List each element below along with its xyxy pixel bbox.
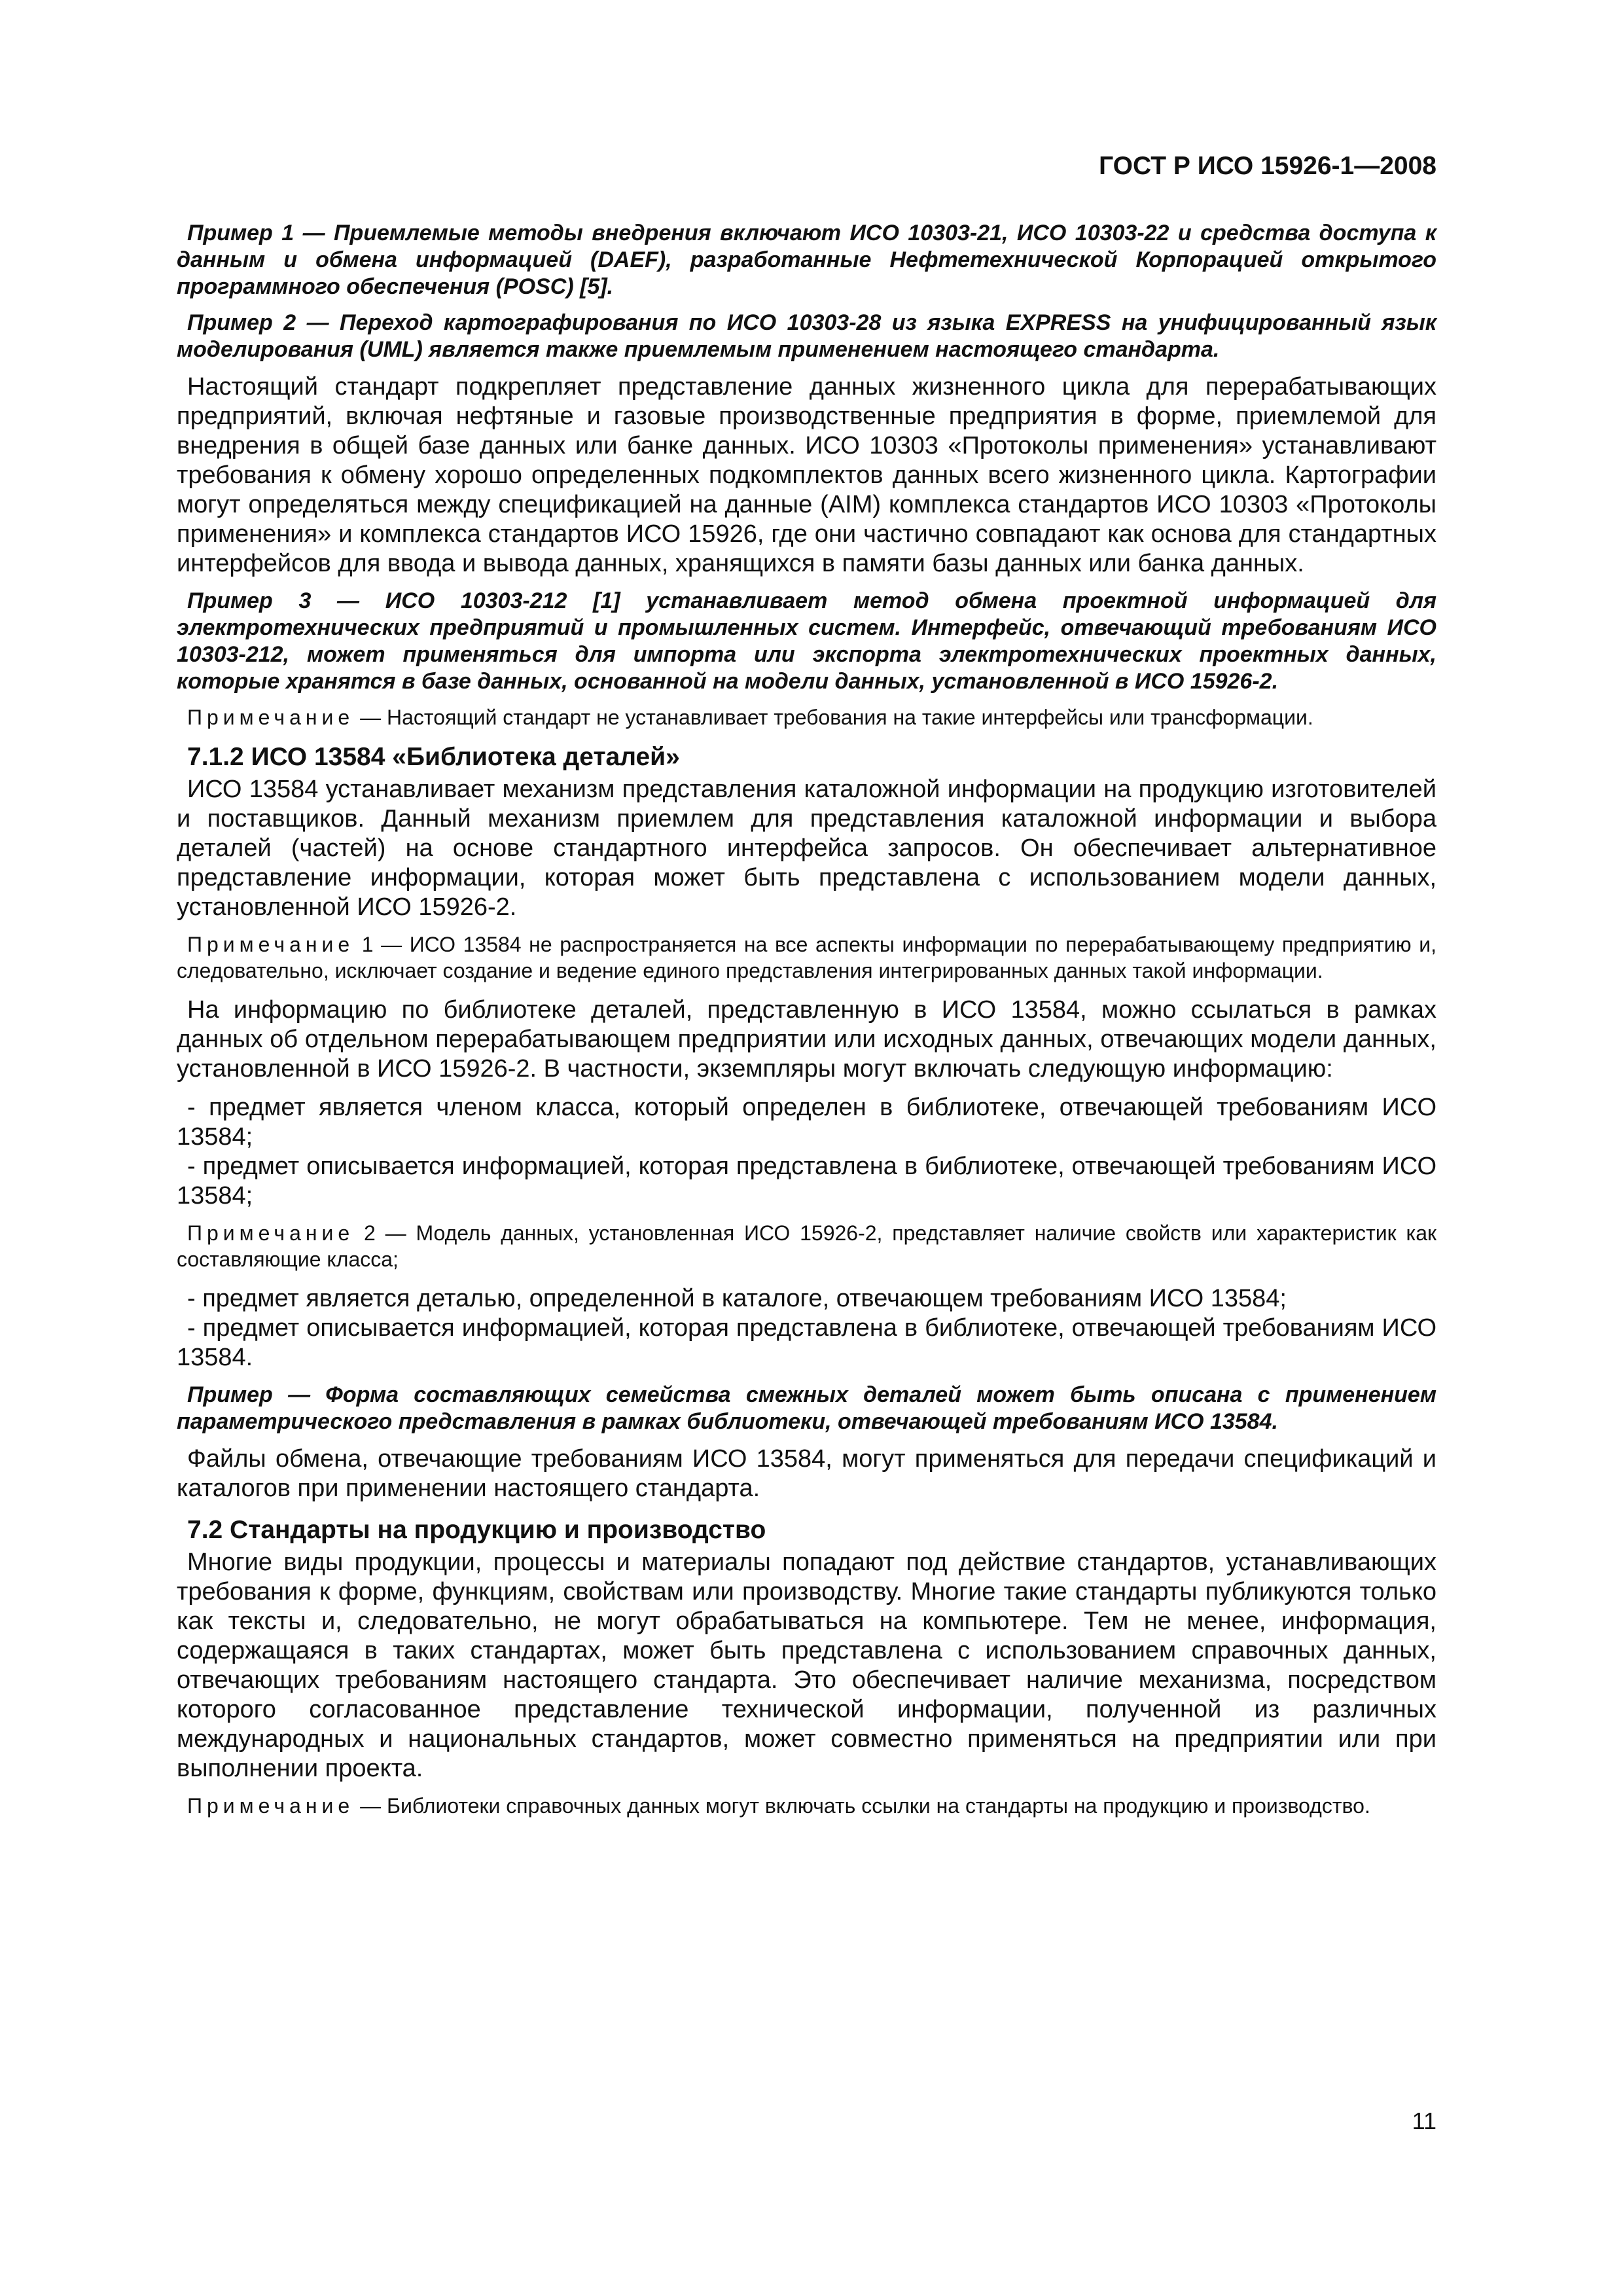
note-paragraph: [177, 704, 1436, 730]
section-heading: 7.2 Стандарты на продукцию и производство: [187, 1516, 766, 1544]
note-label: Примечание: [187, 1794, 355, 1818]
note-label: Примечание: [187, 933, 355, 956]
note-text: 2 — Модель данных, установленная ИСО 15926-2, представляет наличие свойств или характеристик как составляющие класса;: [177, 1221, 1436, 1271]
note-paragraph: [177, 1220, 1436, 1272]
list-item: - предмет является членом класса, который определен в библиотеке, отвечающей требованиям ИСО 13584;: [177, 1094, 1436, 1151]
body-paragraph: Настоящий стандарт подкрепляет представление данных жизненного цикла для перерабатывающих предприятий, включая нефтяные и газовые производственные предприятия в форме, приемлемой для внедрения в общей базе данных или банке данных. ИСО 10303 «Протоколы применения» устанавливают требования к обмену хорошо определенных подкомплектов данных всего жизненного цикла. Картографии могут определяться между спецификацией на данные (AIM) комплекса стандартов ИСО 10303 «Протоколы применения» и комплекса стандартов ИСО 15926, где они частично совпадают как основа для стандартных интерфейсов для ввода и вывода данных, хранящихся в памяти базы данных или банка данных.: [177, 373, 1436, 577]
note-paragraph: [177, 931, 1436, 984]
note-text: — Настоящий стандарт не устанавливает требования на такие интерфейсы или трансформации.: [354, 706, 1313, 729]
section-heading: 7.1.2 ИСО 13584 «Библиотека деталей»: [187, 743, 680, 771]
document-page: [177, 151, 1436, 1831]
body-paragraph: Многие виды продукции, процессы и материалы попадают под действие стандартов, устанавливающих требования к форме, функциям, свойствам или производству. Многие такие стандарты публикуются только как тексты и, следовательно, не могут обрабатываться на компьютере. Тем не менее, информация, содержащаяся в таких стандартах, может быть представлена с использованием справочных данных, отвечающих требованиям настоящего стандарта. Это обеспечивает наличие механизма, посредством которого согласованное представление технической информации, полученной из различных международных и национальных стандартов, может совместно применяться на предприятии или при выполнении проекта.: [177, 1549, 1436, 1782]
document-header: ГОСТ Р ИСО 15926-1—2008: [1099, 152, 1436, 180]
body-paragraph: ИСО 13584 устанавливает механизм представления каталожной информации на продукцию изготовителей и поставщиков. Данный механизм приемлем для представления каталожной информации и выбора деталей (частей) на основе стандартного интерфейса запросов. Он обеспечивает альтернативное представление информации, которая может быть представлена с использованием модели данных, установленной ИСО 15926-2.: [177, 776, 1436, 921]
example-paragraph: Пример 3 — ИСО 10303-212 [1] устанавливает метод обмена проектной информацией для электротехнических предприятий и промышленных систем. Интерфейс, отвечающий требованиям ИСО 10303-212, может применяться для импорта или экспорта электротехнических проектных данных, которые хранятся в базе данных, основанной на модели данных, установленной в ИСО 15926-2.: [177, 588, 1436, 694]
note-label: Примечание: [187, 706, 355, 729]
body-paragraph: На информацию по библиотеке деталей, представленную в ИСО 13584, можно ссылаться в рамках данных об отдельном перерабатывающем предприятии или исходных данных, отвечающих модели данных, установленной в ИСО 15926-2. В частности, экземпляры могут включать следующую информацию:: [177, 996, 1436, 1083]
note-text: — Библиотеки справочных данных могут включать ссылки на стандарты на продукцию и производство.: [354, 1794, 1370, 1818]
example-paragraph: Пример 1 — Приемлемые методы внедрения включают ИСО 10303-21, ИСО 10303-22 и средства доступа к данным и обмена информацией (DAEF), разработанные Нефтетехнической Корпорацией открытого программного обеспечения (POSC) [5].: [177, 221, 1436, 299]
note-paragraph: [177, 1793, 1436, 1819]
list-item: - предмет описывается информацией, которая представлена в библиотеке, отвечающей требованиям ИСО 13584;: [177, 1153, 1436, 1210]
example-paragraph: Пример — Форма составляющих семейства смежных деталей может быть описана с применением параметрического представления в рамках библиотеки, отвечающей требованиям ИСО 13584.: [177, 1382, 1436, 1434]
document-body: [177, 220, 1436, 1819]
list-item: - предмет описывается информацией, которая представлена в библиотеке, отвечающей требованиям ИСО 13584.: [177, 1314, 1436, 1371]
example-paragraph: Пример 2 — Переход картографирования по ИСО 10303-28 из языка EXPRESS на унифицированный язык моделирования (UML) является также приемлемым применением настоящего стандарта.: [177, 310, 1436, 362]
list-item: - предмет является деталью, определенной в каталоге, отвечающем требованиям ИСО 13584;: [187, 1285, 1287, 1312]
note-text: 1 — ИСО 13584 не распространяется на все аспекты информации по перерабатывающему предприятию и, следовательно, исключает создание и ведение единого представления интегрированных данных такой информации.: [177, 933, 1436, 982]
page-number: 11: [1412, 2108, 1436, 2134]
body-paragraph: Файлы обмена, отвечающие требованиям ИСО 13584, могут применяться для передачи спецификаций и каталогов при применении настоящего стандарта.: [177, 1445, 1436, 1502]
note-label: Примечание: [187, 1221, 355, 1245]
